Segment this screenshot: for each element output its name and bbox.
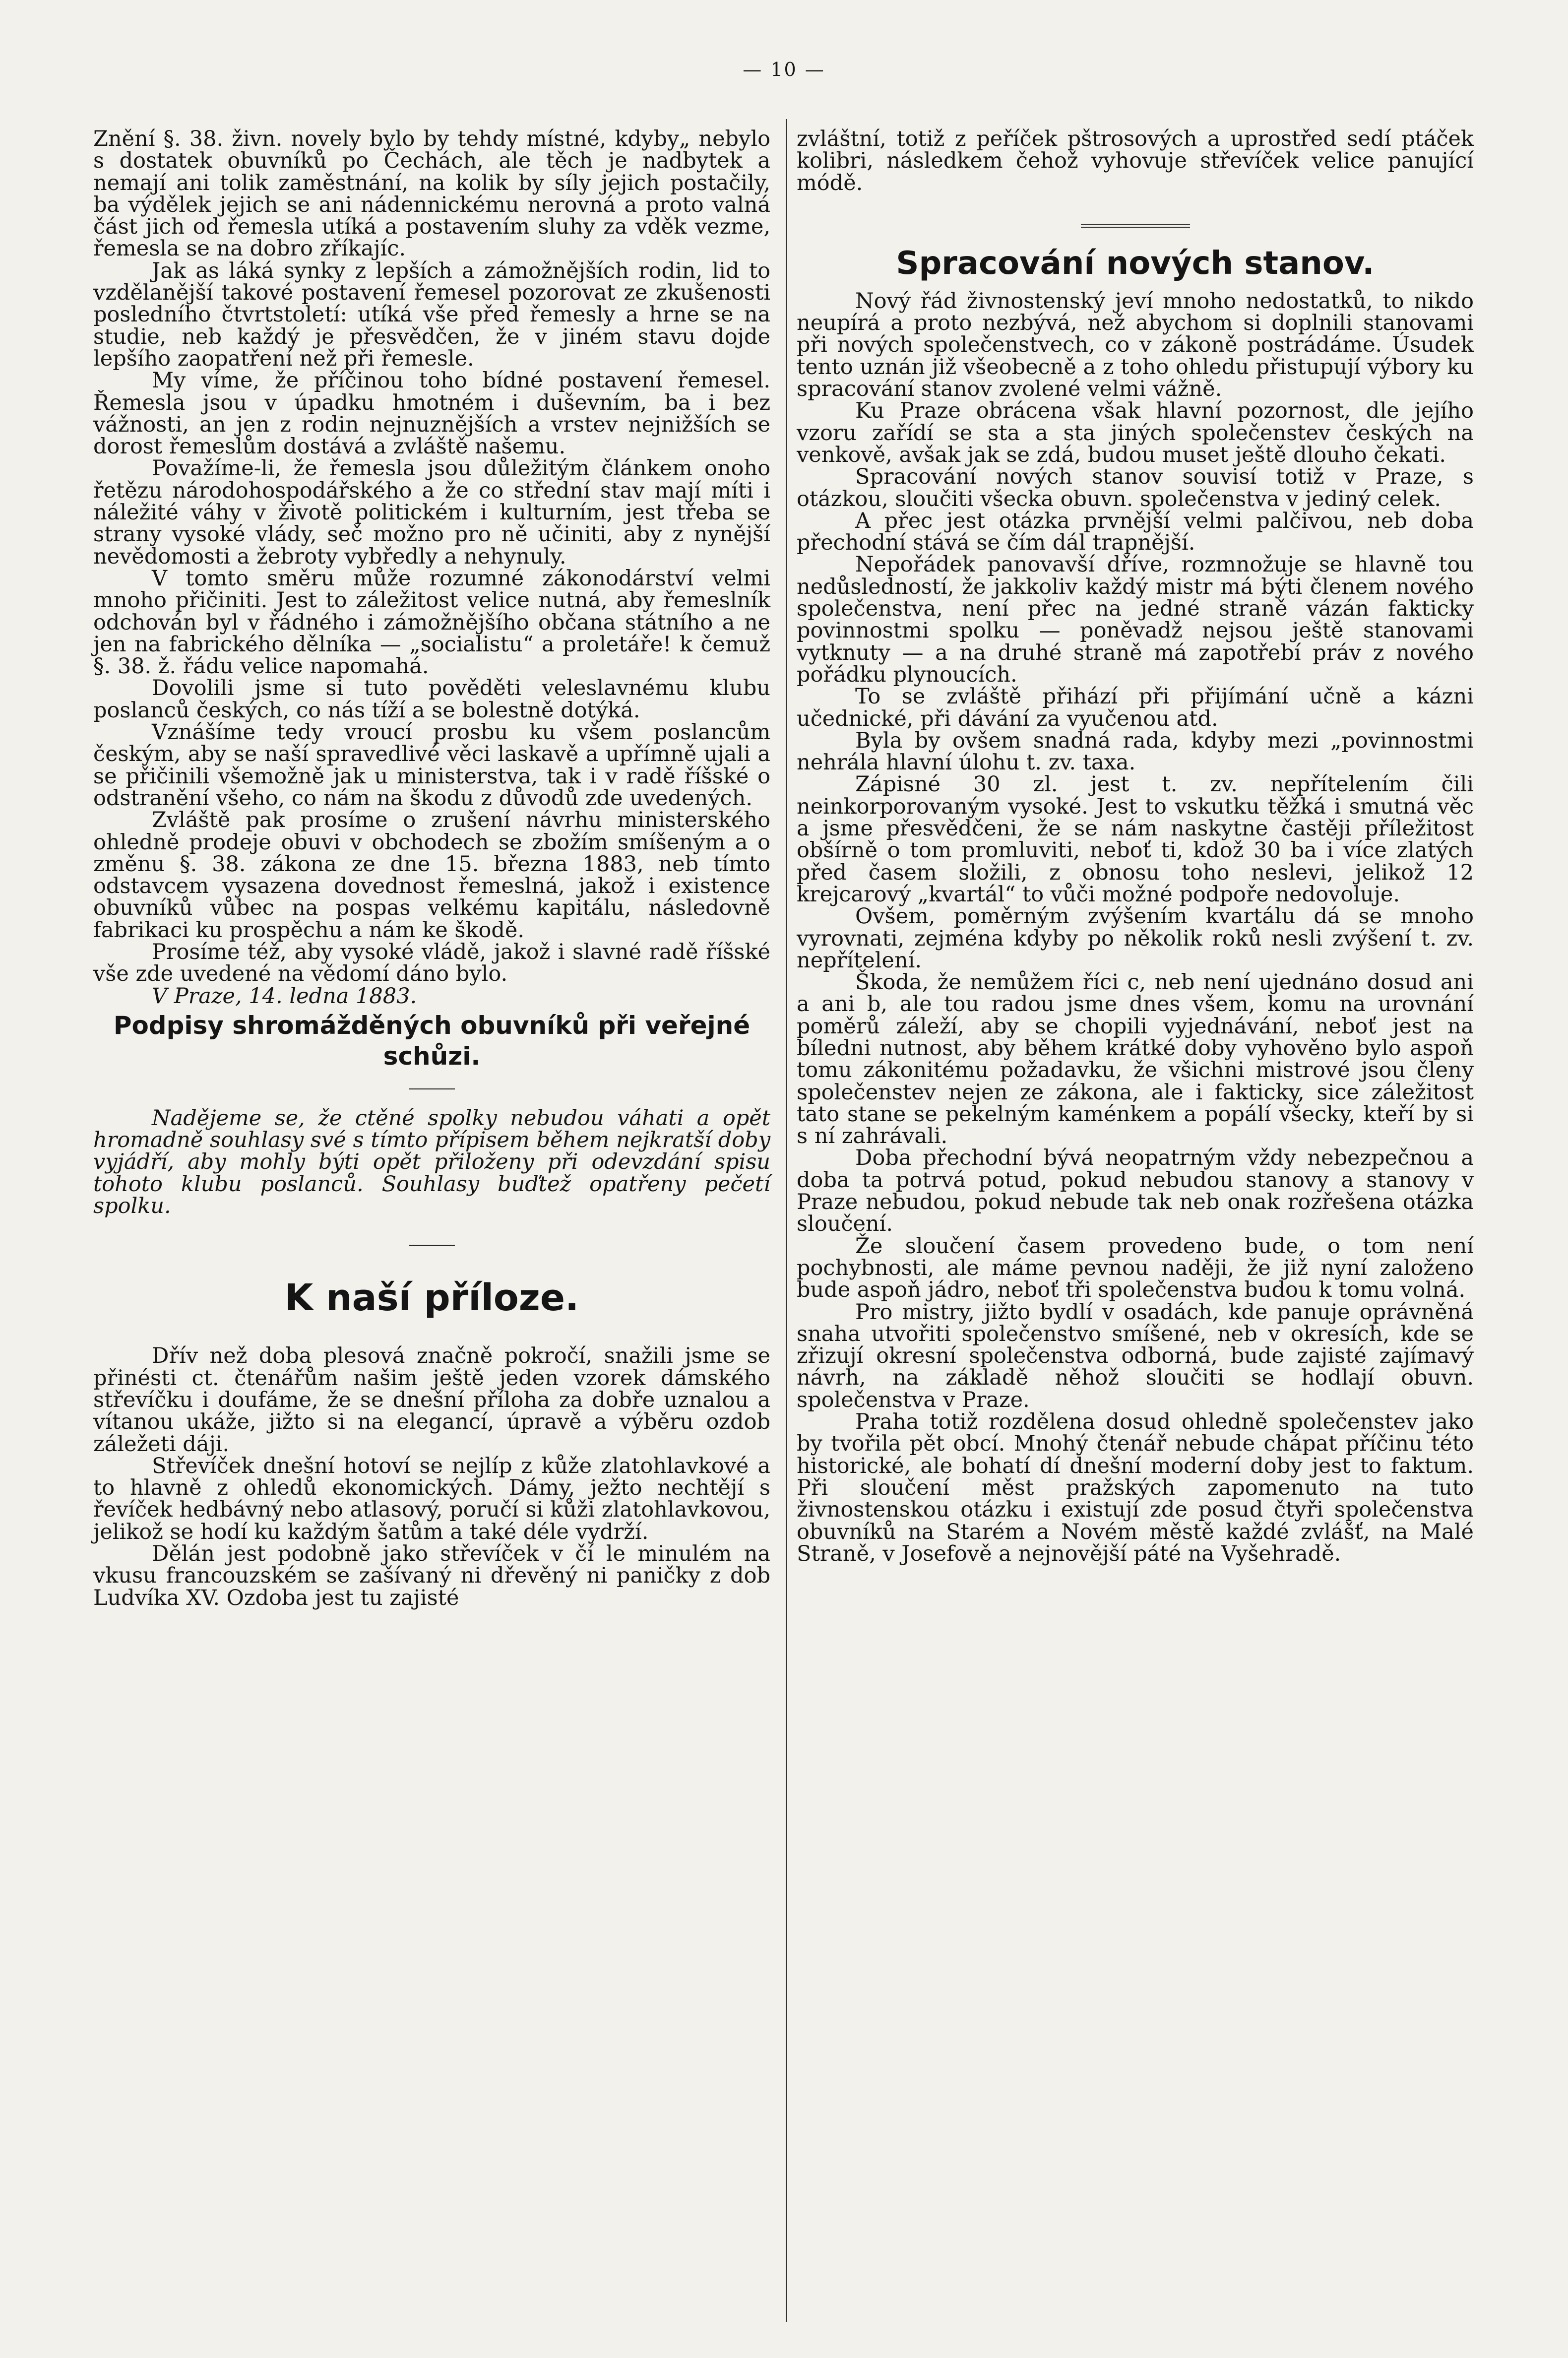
section-title-attachment: K naší příloze. — [284, 1276, 579, 1320]
right-paragraph: Spracování nových stanov souvisí totiž v Praze, s otázkou, sloučiti všecka obuvn. společenstva v jediný celek. — [797, 464, 1474, 511]
left-paragraph: Zvláště pak prosíme o zrušení návrhu ministerského ohledně prodeje obuvi v obchodech se zbožím smíšeným a o změnu §. 38. zákona ze dne 15. března 1883, neb tímto odstavcem vysazena dovednost řemeslná, jakož i existence obuvníků vůbec na pospas velkému kapitálu, následovně fabrikaci ku prospěchu a nám ke škodě. — [93, 808, 770, 943]
page-number: — 10 — — [743, 59, 825, 80]
right-paragraph: Zápisné 30 zl. jest t. zv. nepřítelením čili neinkorporovaným vysoké. Jest to vskutku těžká i smutná věc a jsme přesvědčeni, že se nám naskytne častěji příležitost obšírně o tom promluviti, neboť ti, kdož 30 ba i více zlatých před časem složili, z obnosu toho neslevi, jelikož 12 krejcarový „kvartál“ to vůči možné podpoře nedovoluje. — [797, 772, 1474, 907]
right-paragraph: Nový řád živnostenský jeví mnoho nedostatků, to nikdo neupírá a proto nezbývá, než abychom si doplnili stanovami při nových společenstvech, co v zákoně postrádáme. Úsudek tento uznán již všeobecně a z toho ohledu přistupují výbory ku spracování stanov zvolené velmi vážně. — [797, 288, 1474, 402]
left-section-paragraph: Střevíček dnešní hotoví se nejlíp z kůže zlatohlavkové a to hlavně z ohledů ekonomických. Dámy, ježto nechtějí s řevíček hedbávný nebo atlasový, poručí si kůži zlatohlavkovou, jelikož se hodí ku každým šatům a také déle vydrží. — [93, 1453, 770, 1544]
left-paragraph: My víme, že příčinou toho bídné postavení řemesel. Řemesla jsou v úpadku hmotném i duševním, ba i bez vážnosti, an jen z rodin nejnuznějších a vrstev nejnižších se dorost řemeslům dostává a zvláště našemu. — [93, 368, 770, 459]
left-column — [93, 128, 770, 1609]
right-paragraph: A přec jest otázka prvnější velmi palčivou, neb doba přechodní stává se čím dál trapnější. — [797, 508, 1474, 556]
right-paragraph: Pro mistry, jižto bydlí v osadách, kde panuje oprávněná snaha utvořiti společenstvo smíšené, neb v okresích, kde se zřizují okresní společenstva odborná, bude zajisté zajímavý návrh, na základě něhož sloučiti se hodlají obuvn. společenstva v Praze. — [797, 1299, 1474, 1412]
left-paragraph: Jak as láká synky z lepších a zámožnějších rodin, lid to vzdělanější takové postavení řemesel pozorovat ze zkušenosti posledního čtvrtstoletí: utíká vše před řemesly a hrne se na studie, neb každý je přesvědčen, že v jiném stavu dojde lepšího zaopatření než při řemesle. — [93, 258, 770, 371]
right-paragraph: Praha totiž rozdělena dosud ohledně společenstev jako by tvořila pět obcí. Mnohý čtenář nebude chápat příčinu této historické, ale bohatí dí dnešní moderní doby jest to faktum. Při sloučení měst pražských zapomenuto na tuto živnostenskou otázku i existují zde posud čtyři společenstva obuvníků na Starém a Novém městě každé zvlášť, na Malé Straně, v Josefově a nejnovější páté na Vyšehradě. — [797, 1409, 1474, 1566]
right-paragraph: Byla by ovšem snadná rada, kdyby mezi „povinnostmi nehrála hlavní úlohu t. zv. taxa. — [797, 728, 1474, 775]
left-paragraph: Znění §. 38. živn. novely bylo by tehdy místné, kdyby„ nebylo s dostatek obuvníků po Čechách, ale těch je nadbytek a nemají ani tolik zaměstnání, na kolik by síly jejich postačily, ba výdělek jejich se ani nádennickému nerovná a proto valná část jich od řemesla utíká a postavením sluhy za vděk vezme, řemesla se na dobro zříkajíc. — [93, 127, 770, 261]
column-divider — [786, 119, 787, 2322]
left-section-paragraph: Dřív než doba plesová značně pokročí, snažili jsme se přinésti ct. čtenářům našim ještě jeden vzorek dámského střevíčku i doufáme, že se dnešní příloha za dobře uznalou a vítanou ukáže, jižto si na elegancí, úpravě a výběru ozdob záležeti dáji. — [93, 1343, 770, 1457]
section-title-statutes: Spracování nových stanov. — [896, 245, 1375, 282]
left-paragraph: Považíme-li, že řemesla jsou důležitým článkem onoho řetězu národohospodářského a že co střední stav mají míti i náležité váhy v životě politickém i kulturním, jest třeba se strany vysoké vlády, seč možno pro ně učiniti, aby z nynější nevědomosti a žebroty vybředly a nehynuly. — [93, 456, 770, 569]
right-paragraph: Ovšem, poměrným zvýšením kvartálu dá se mnoho vyrovnati, zejména kdyby po několik roků nesli zvýšení t. zv. nepřítelení. — [797, 904, 1474, 973]
left-paragraph: Prosíme též, aby vysoké vládě, jakož i slavné radě říšské vše zde uvedené na vědomí dáno bylo. — [93, 939, 770, 987]
left-paragraph: Vznášíme tedy vroucí prosbu ku všem poslancům českým, aby se naší spravedlivé věci laskavě a upřímně ujali a se přičinili všemožně jak u ministerstva, tak i v radě říšské o odstranění všeho, co nám na škodu z důvodů zde uvedených. — [93, 720, 770, 811]
right-column — [797, 128, 1474, 1565]
right-paragraph: Ku Praze obrácena však hlavní pozornost, dle jejího vzoru zařídí se sta a sta jiných společenstev českých na venkově, avšak jak se zdá, budou muset ještě dlouho čekati. — [797, 398, 1474, 467]
right-paragraph: Nepořádek panovavší dříve, rozmnožuje se hlavně tou nedůsledností, že jakkoliv každý mistr má býti členem nového společenstva, není přec na jedné straně vázán fakticky povinnostmi spolku — poněvadž nejsou ještě stanovami vytknuty — a na druhé straně má zapotřebí práv z nového pořádku plynoucích. — [797, 552, 1474, 687]
left-paragraph: V tomto směru může rozumné zákonodárství velmi mnoho přičiniti. Jest to záležitost velice nutná, aby řemeslník odchován byl v řádného i zámožnějšího občana státního a ne jen na fabrického dělníka — „socialistu“ a proletáře! k čemuž §. 38. ž. řádu velice napomahá. — [93, 566, 770, 679]
left-paragraph: Dovolili jsme si tuto pověděti veleslavnému klubu poslanců českých, co nás tíží a se bolestně dotýká. — [93, 676, 770, 723]
left-section-paragraph: Dělán jest podobně jako střevíček v čí le minulém na vkusu francouzském se zašívaný ni dřevěný ni paničky z dob Ludvíka XV. Ozdoba jest tu zajisté — [93, 1541, 770, 1610]
right-paragraph: To se zvláště přihází při přijímání učně a kázni učednické, při dávání za vyučenou atd. — [797, 684, 1474, 731]
signature-heading: Podpisy shromážděných obuvníků při veřejné schůzi. — [113, 1011, 751, 1071]
double-separator-rule — [1081, 224, 1190, 228]
note-paragraph: Nadějeme se, že ctěné spolky nebudou váhati a opět hromadně souhlasy své s tímto přípisem během nejkratší doby vyjádří, aby mohly býti opět přiloženy při odevzdání spisu tohoto klubu poslanců. Souhlasy buďtež opatřeny pečetí spolku. — [93, 1105, 770, 1219]
right-paragraph: Škoda, že nemůžem říci c, neb není ujednáno dosud ani a ani b, ale tou radou jsme dnes všem, komu na urovnání poměrů záleží, aby se chopili vyjednávání, neboť jest na bíledni nutnost, aby během krátké doby vyhověno bylo aspoň tomu zákonitému požadavku, že všichni mistrové jsou členy společenstev nejen ze zákona, ale i fakticky, sice záležitost tato stane se pekelným kaménkem a popálí všecky, kteří by si s ní zahrávali. — [797, 970, 1474, 1149]
right-paragraph: Že sloučení časem provedeno bude, o tom není pochybnosti, ale máme pevnou naději, že již nyní založeno bude aspoň jádro, neboť tři společenstva budou k tomu volná. — [797, 1233, 1474, 1303]
date-line: V Praze, 14. ledna 1883. — [152, 983, 417, 1009]
right-paragraph: Doba přechodní bývá neopatrným vždy nebezpečnou a doba ta potrvá potud, pokud nebudou stanovy a stanovy v Praze nebudou, pokud nebude tak neb onak rozřešena otázka sloučení. — [797, 1146, 1474, 1237]
right-intro-paragraph: zvláštní, totiž z peříček pštrosových a uprostřed sedí ptáček kolibri, následkem čehož vyhovuje střevíček velice panující módě. — [797, 127, 1474, 195]
